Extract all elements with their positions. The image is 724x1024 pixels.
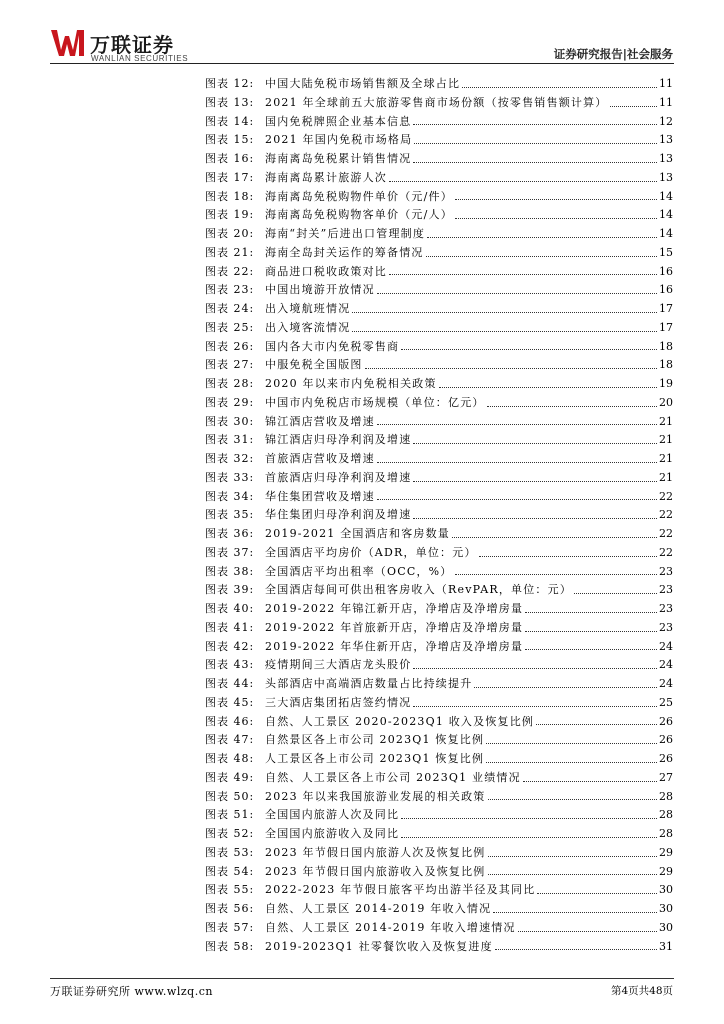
toc-dot-leader: [413, 124, 657, 125]
toc-entry[interactable]: [205, 431, 673, 450]
toc-entry-label: 图表 57:: [205, 920, 255, 934]
toc-dot-leader: [439, 387, 657, 388]
toc-dot-leader: [452, 537, 657, 538]
toc-entry-title[interactable]: 2023 年节假日国内旅游人次及恢复比例: [265, 845, 486, 859]
toc-dot-leader: [414, 143, 657, 144]
toc-entry-page[interactable]: 17: [659, 302, 673, 315]
footer-source: 万联证券研究所 www.wlzq.cn: [50, 985, 213, 998]
toc-entry-page[interactable]: 29: [659, 845, 673, 859]
toc-entry-page[interactable]: 14: [659, 189, 673, 203]
toc-dot-leader: [413, 481, 657, 482]
toc-entry-title[interactable]: 锦江酒店营收及增速: [265, 414, 375, 428]
toc-entry-page[interactable]: 27: [659, 770, 673, 784]
toc-entry-page[interactable]: 26: [659, 752, 673, 765]
toc-entry-title[interactable]: 2019-2023Q1 社零餐饮收入及恢复进度: [265, 939, 493, 953]
toc-entry-label: 图表 23:: [205, 283, 255, 297]
toc-entry-title[interactable]: 国内免税牌照企业基本信息: [265, 114, 412, 128]
toc-entry-title[interactable]: 出入境客流情况: [265, 320, 351, 334]
toc-entry-page[interactable]: 18: [659, 358, 673, 372]
toc-entry-label: 图表 40:: [205, 602, 255, 615]
toc-entry[interactable]: [205, 75, 673, 94]
toc-entry-page[interactable]: 19: [659, 377, 673, 390]
toc-entry[interactable]: [205, 844, 673, 863]
toc-entry-label: 图表 46:: [205, 714, 255, 728]
toc-entry-page[interactable]: 21: [659, 452, 673, 465]
toc-entry-page[interactable]: 28: [659, 789, 673, 803]
toc-dot-leader: [488, 799, 658, 800]
toc-entry[interactable]: [205, 319, 673, 338]
toc-entry-title[interactable]: 全国国内旅游收入及同比: [265, 827, 400, 840]
toc-entry[interactable]: [205, 94, 673, 113]
toc-entry-label: 图表 48:: [205, 752, 255, 765]
toc-entry-page[interactable]: 23: [659, 620, 673, 634]
toc-entry-page[interactable]: 21: [659, 414, 673, 428]
toc-entry-label: 图表 55:: [205, 883, 255, 897]
toc-entry-title[interactable]: 锦江酒店归母净利润及增速: [265, 433, 412, 447]
toc-entry-page[interactable]: 17: [659, 320, 673, 334]
toc-dot-leader: [413, 706, 657, 707]
toc-entry[interactable]: [205, 656, 673, 675]
page-header: [0, 0, 724, 70]
toc-entry-title[interactable]: 三大酒店集团拓店签约情况: [265, 695, 412, 709]
wanlian-logo-icon: [50, 26, 86, 60]
toc-entry-label: 图表 38:: [205, 564, 255, 578]
toc-entry[interactable]: [205, 169, 673, 188]
toc-entry-label: 图表 35:: [205, 508, 255, 522]
toc-entry-page[interactable]: 13: [659, 170, 673, 184]
toc-entry-title[interactable]: 人工景区各上市公司 2023Q1 恢复比例: [265, 752, 485, 765]
toc-dot-leader: [377, 499, 657, 500]
toc-entry[interactable]: [205, 675, 673, 694]
toc-entry-label: 图表 39:: [205, 583, 255, 597]
toc-entry-title[interactable]: 海南离岛免税购物件单价（元/件）: [265, 189, 453, 203]
toc-entry-page[interactable]: 21: [659, 470, 673, 484]
header-divider: [50, 63, 674, 64]
toc-entry-label: 图表 42:: [205, 639, 255, 653]
toc-entry-label: 图表 51:: [205, 808, 255, 822]
figure-index-list: [205, 75, 673, 956]
toc-entry-page[interactable]: 11: [659, 77, 673, 90]
toc-dot-leader: [479, 556, 657, 557]
toc-dot-leader: [377, 462, 657, 463]
toc-dot-leader: [455, 574, 657, 575]
toc-entry[interactable]: [205, 563, 673, 582]
toc-dot-leader: [401, 837, 657, 838]
toc-entry[interactable]: [205, 113, 673, 132]
toc-dot-leader: [377, 293, 657, 294]
toc-entry-page[interactable]: 28: [659, 827, 673, 840]
toc-entry[interactable]: [205, 394, 673, 413]
toc-dot-leader: [537, 893, 657, 894]
toc-entry-title[interactable]: 全国国内旅游人次及同比: [265, 808, 400, 822]
toc-entry-label: 图表 43:: [205, 658, 255, 672]
toc-entry-title[interactable]: 华住集团归母净利润及增速: [265, 508, 412, 522]
toc-entry-page[interactable]: 23: [659, 564, 673, 578]
report-category: 证券研究报告|社会服务: [553, 47, 673, 61]
toc-entry-title[interactable]: 华住集团营收及增速: [265, 489, 375, 503]
toc-entry-page[interactable]: 15: [659, 245, 673, 259]
toc-entry-page[interactable]: 25: [659, 695, 673, 709]
toc-entry-page[interactable]: 24: [659, 639, 673, 653]
toc-entry[interactable]: [205, 750, 673, 769]
toc-entry-page[interactable]: 24: [659, 677, 673, 690]
toc-dot-leader: [352, 312, 657, 313]
toc-entry[interactable]: [205, 694, 673, 713]
toc-entry-title[interactable]: 自然、人工景区各上市公司 2023Q1 业绩情况: [265, 770, 521, 784]
toc-entry-title[interactable]: 自然、人工景区 2014-2019 年收入增速情况: [265, 920, 516, 934]
toc-dot-leader: [610, 106, 658, 107]
toc-entry-label: 图表 22:: [205, 264, 255, 278]
logo-chinese-name: 万联证券: [90, 33, 174, 57]
toc-entry-page[interactable]: 16: [659, 283, 673, 297]
toc-dot-leader: [427, 237, 657, 238]
toc-entry[interactable]: [205, 900, 673, 919]
toc-entry-title[interactable]: 2019-2022 年首旅新开店，净增店及净增房量: [265, 620, 524, 634]
toc-entry-page[interactable]: 22: [659, 527, 673, 540]
toc-dot-leader: [536, 724, 657, 725]
toc-entry-label: 图表 27:: [205, 358, 255, 372]
toc-dot-leader: [523, 781, 657, 782]
toc-entry-title[interactable]: 自然、人工景区 2020-2023Q1 收入及恢复比例: [265, 714, 535, 728]
toc-entry-label: 图表 19:: [205, 208, 255, 222]
toc-entry-title[interactable]: 2022-2023 年节假日旅客平均出游半径及其同比: [265, 883, 536, 897]
toc-dot-leader: [518, 931, 657, 932]
toc-entry-page[interactable]: 16: [659, 264, 673, 278]
toc-entry-label: 图表 52:: [205, 827, 255, 840]
toc-entry-label: 图表 41:: [205, 620, 255, 634]
toc-entry-title[interactable]: 全国酒店平均出租率（OCC，%）: [265, 564, 453, 578]
toc-entry-label: 图表 20:: [205, 227, 255, 240]
toc-entry-label: 图表 29:: [205, 395, 255, 409]
toc-entry-title[interactable]: 自然、人工景区 2014-2019 年收入情况: [265, 902, 492, 915]
toc-entry-label: 图表 49:: [205, 770, 255, 784]
toc-entry-page[interactable]: 14: [659, 208, 673, 222]
toc-entry-label: 图表 36:: [205, 527, 255, 540]
toc-entry-label: 图表 13:: [205, 95, 255, 109]
toc-entry-title[interactable]: 出入境航班情况: [265, 302, 351, 315]
toc-dot-leader: [574, 593, 657, 594]
toc-dot-leader: [401, 818, 657, 819]
toc-entry[interactable]: [205, 544, 673, 563]
toc-entry[interactable]: [205, 469, 673, 488]
toc-entry-label: 图表 24:: [205, 302, 255, 315]
toc-dot-leader: [413, 162, 657, 163]
toc-entry[interactable]: [205, 525, 673, 544]
toc-entry[interactable]: [205, 825, 673, 844]
toc-entry-label: 图表 25:: [205, 320, 255, 334]
toc-entry-title[interactable]: 2020 年以来市内免税相关政策: [265, 377, 437, 390]
toc-entry-title[interactable]: 2023 年节假日国内旅游收入及恢复比例: [265, 864, 486, 878]
toc-entry-label: 图表 21:: [205, 245, 255, 259]
toc-entry-label: 图表 37:: [205, 545, 255, 559]
toc-entry[interactable]: [205, 281, 673, 300]
toc-dot-leader: [487, 406, 657, 407]
toc-entry-page[interactable]: 31: [659, 939, 673, 953]
toc-entry[interactable]: [205, 206, 673, 225]
toc-entry-label: 图表 26:: [205, 339, 255, 353]
toc-entry-label: 图表 18:: [205, 189, 255, 203]
toc-entry-page[interactable]: 24: [659, 658, 673, 672]
toc-entry-page[interactable]: 30: [659, 902, 673, 915]
toc-dot-leader: [413, 668, 657, 669]
toc-dot-leader: [389, 274, 657, 275]
toc-entry[interactable]: [205, 150, 673, 169]
toc-dot-leader: [525, 612, 657, 613]
toc-entry-title[interactable]: 中国出境游开放情况: [265, 283, 375, 297]
toc-entry[interactable]: [205, 806, 673, 825]
toc-entry-label: 图表 14:: [205, 114, 255, 128]
toc-entry[interactable]: [205, 300, 673, 319]
toc-entry-title[interactable]: 首旅酒店营收及增速: [265, 452, 375, 465]
toc-entry-title[interactable]: 中国大陆免税市场销售额及全球占比: [265, 77, 461, 90]
toc-entry[interactable]: [205, 938, 673, 957]
toc-entry[interactable]: [205, 863, 673, 882]
toc-entry[interactable]: [205, 638, 673, 657]
toc-entry-label: 图表 44:: [205, 677, 255, 690]
toc-entry-page[interactable]: 14: [659, 227, 673, 240]
toc-entry-label: 图表 34:: [205, 489, 255, 503]
toc-entry-page[interactable]: 22: [659, 545, 673, 559]
toc-entry-page[interactable]: 11: [659, 95, 673, 109]
toc-entry[interactable]: [205, 581, 673, 600]
toc-entry-title[interactable]: 中国市内免税店市场规模（单位：亿元）: [265, 395, 485, 409]
toc-entry-label: 图表 53:: [205, 845, 255, 859]
toc-dot-leader: [474, 687, 657, 688]
toc-entry-page[interactable]: 20: [659, 395, 673, 409]
toc-dot-leader: [455, 199, 657, 200]
page-number: 第4页共48页: [610, 985, 673, 997]
toc-dot-leader: [365, 368, 657, 369]
toc-entry[interactable]: [205, 413, 673, 432]
toc-entry[interactable]: [205, 188, 673, 207]
toc-entry[interactable]: [205, 488, 673, 507]
toc-entry[interactable]: [205, 356, 673, 375]
toc-entry-page[interactable]: 13: [659, 133, 673, 147]
toc-entry[interactable]: [205, 919, 673, 938]
toc-dot-leader: [377, 424, 657, 425]
toc-entry-title[interactable]: 海南全岛封关运作的筹备情况: [265, 245, 424, 259]
toc-dot-leader: [488, 856, 658, 857]
toc-entry-page[interactable]: 26: [659, 733, 673, 747]
toc-entry-label: 图表 33:: [205, 470, 255, 484]
toc-entry-label: 图表 32:: [205, 452, 255, 465]
toc-entry-title[interactable]: 头部酒店中高端酒店数量占比持续提升: [265, 677, 473, 690]
toc-entry-label: 图表 30:: [205, 414, 255, 428]
toc-dot-leader: [486, 743, 657, 744]
toc-entry-title[interactable]: 2023 年以来我国旅游业发展的相关政策: [265, 789, 486, 803]
toc-entry-title[interactable]: 2019-2022 年华住新开店，净增店及净增房量: [265, 639, 524, 653]
toc-entry[interactable]: [205, 338, 673, 357]
toc-entry[interactable]: [205, 788, 673, 807]
toc-dot-leader: [389, 181, 657, 182]
toc-entry-title[interactable]: 2021 年全球前五大旅游零售商市场份额（按零售销售额计算）: [265, 95, 608, 109]
toc-dot-leader: [462, 87, 657, 88]
toc-entry-label: 图表 15:: [205, 133, 255, 147]
toc-entry[interactable]: [205, 506, 673, 525]
toc-entry-title[interactable]: 2021 年国内免税市场格局: [265, 133, 413, 147]
toc-entry[interactable]: [205, 244, 673, 263]
toc-entry[interactable]: [205, 450, 673, 469]
toc-entry-page[interactable]: 28: [659, 808, 673, 822]
toc-entry-title[interactable]: 海南离岛累计旅游人次: [265, 170, 387, 184]
toc-entry-title[interactable]: 2019-2022 年锦江新开店，净增店及净增房量: [265, 602, 524, 615]
toc-entry[interactable]: [205, 375, 673, 394]
toc-entry-label: 图表 56:: [205, 902, 255, 915]
toc-entry[interactable]: [205, 881, 673, 900]
toc-entry-label: 图表 16:: [205, 152, 255, 165]
toc-entry[interactable]: [205, 769, 673, 788]
toc-entry-page[interactable]: 22: [659, 508, 673, 522]
toc-entry[interactable]: [205, 225, 673, 244]
toc-dot-leader: [413, 518, 657, 519]
toc-entry-page[interactable]: 23: [659, 602, 673, 615]
toc-entry-page[interactable]: 13: [659, 152, 673, 165]
toc-dot-leader: [352, 331, 657, 332]
toc-entry-page[interactable]: 30: [659, 920, 673, 934]
toc-entry-title[interactable]: 海南离岛免税累计销售情况: [265, 152, 412, 165]
logo-english-name: WANLIAN SECURITIES: [91, 54, 189, 63]
toc-entry-label: 图表 12:: [205, 77, 255, 90]
toc-entry-label: 图表 50:: [205, 789, 255, 803]
toc-entry-page[interactable]: 26: [659, 714, 673, 728]
toc-dot-leader: [495, 949, 657, 950]
toc-entry[interactable]: [205, 619, 673, 638]
toc-entry-label: 图表 45:: [205, 695, 255, 709]
toc-dot-leader: [488, 874, 658, 875]
toc-entry-page[interactable]: 30: [659, 883, 673, 897]
toc-entry-title[interactable]: 疫情期间三大酒店龙头股价: [265, 658, 412, 672]
footer-divider: [50, 978, 674, 979]
toc-entry-label: 图表 28:: [205, 377, 255, 390]
toc-dot-leader: [493, 912, 657, 913]
toc-dot-leader: [413, 443, 657, 444]
toc-entry-label: 图表 17:: [205, 170, 255, 184]
toc-entry[interactable]: [205, 731, 673, 750]
toc-entry-title[interactable]: 全国酒店平均房价（ADR，单位：元）: [265, 545, 477, 559]
toc-dot-leader: [401, 349, 657, 350]
toc-dot-leader: [486, 762, 657, 763]
toc-entry-title[interactable]: 商品进口税收政策对比: [265, 264, 387, 278]
toc-entry-page[interactable]: 12: [659, 114, 673, 128]
toc-entry-title[interactable]: 全国酒店每间可供出租客房收入（RevPAR，单位：元）: [265, 583, 573, 597]
toc-entry-title[interactable]: 自然景区各上市公司 2023Q1 恢复比例: [265, 733, 485, 747]
toc-entry-title[interactable]: 海南离岛免税购物客单价（元/人）: [265, 208, 453, 222]
toc-entry[interactable]: [205, 131, 673, 150]
toc-entry-page[interactable]: 29: [659, 864, 673, 878]
toc-entry[interactable]: [205, 263, 673, 282]
toc-entry-label: 图表 31:: [205, 433, 255, 447]
toc-entry-title[interactable]: 2019-2021 全国酒店和客房数量: [265, 527, 451, 540]
toc-entry-title[interactable]: 海南“封关”后进出口管理制度: [265, 227, 426, 240]
toc-entry-title[interactable]: 国内各大市内免税零售商: [265, 339, 400, 353]
toc-entry-page[interactable]: 21: [659, 433, 673, 447]
toc-entry-title[interactable]: 首旅酒店归母净利润及增速: [265, 470, 412, 484]
toc-entry-page[interactable]: 22: [659, 489, 673, 503]
toc-entry-label: 图表 58:: [205, 939, 255, 953]
toc-dot-leader: [525, 649, 657, 650]
toc-entry-label: 图表 47:: [205, 733, 255, 747]
toc-entry[interactable]: [205, 600, 673, 619]
toc-dot-leader: [426, 256, 657, 257]
toc-entry-page[interactable]: 23: [659, 583, 673, 597]
toc-entry-label: 图表 54:: [205, 864, 255, 878]
toc-entry-page[interactable]: 18: [659, 339, 673, 353]
toc-entry-title[interactable]: 中服免税全国版图: [265, 358, 363, 372]
toc-entry[interactable]: [205, 713, 673, 732]
toc-dot-leader: [525, 631, 657, 632]
toc-dot-leader: [455, 218, 657, 219]
